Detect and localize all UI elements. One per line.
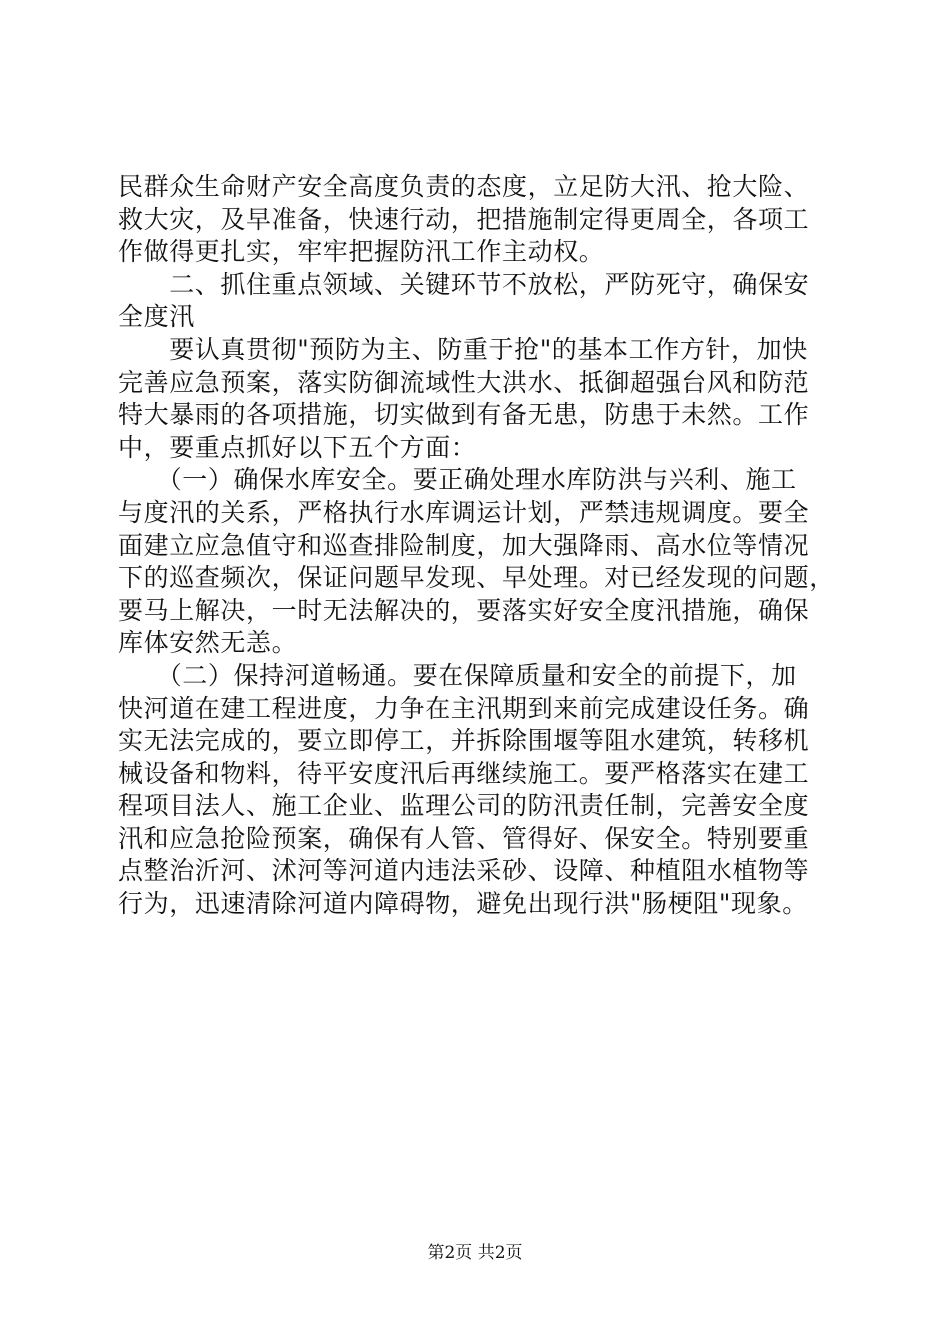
page-footer [0, 1241, 950, 1265]
section-heading-line: 二、抓住重点领域、关键环节不放松，严防死守，确保安 [118, 269, 810, 299]
text-line: 完善应急预案，落实防御流域性大洪水、抵御超强台风和防范 [118, 367, 810, 397]
text-line: 特大暴雨的各项措施，切实做到有备无患，防患于未然。工作 [118, 400, 810, 430]
text-line: 要马上解决，一时无法解决的，要落实好安全度汛措施，确保 [118, 595, 810, 625]
text-line: 与度汛的关系，严格执行水库调运计划，严禁违规调度。要全 [118, 497, 810, 527]
text-line: 点整治沂河、沭河等河道内违法采砂、设障、种植阻水植物等 [118, 856, 810, 886]
text-line: 下的巡查频次，保证问题早发现、早处理。对已经发现的问题， [118, 563, 835, 593]
document-body [118, 171, 838, 921]
text-line: （二）保持河道畅通。要在保障质量和安全的前提下，加 [118, 660, 797, 690]
text-line: 快河道在建工程进度，力争在主汛期到来前完成建设任务。确 [118, 693, 810, 723]
text-line: （一）确保水库安全。要正确处理水库防洪与兴利、施工 [118, 465, 797, 495]
text-line: 行为，迅速清除河道内障碍物，避免出现行洪"肠梗阻"现象。 [118, 889, 808, 919]
text-line: 救大灾，及早准备，快速行动，把措施制定得更周全，各项工 [118, 204, 810, 234]
text-line: 作做得更扎实，牢牢把握防汛工作主动权。 [118, 237, 605, 267]
page-number: 第2页 共2页 [427, 1243, 523, 1263]
section-heading-line: 全度汛 [118, 302, 195, 332]
text-line: 中，要重点抓好以下五个方面： [118, 432, 477, 462]
text-line: 民群众生命财产安全高度负责的态度，立足防大汛、抢大险、 [118, 172, 810, 201]
text-line: 面建立应急值守和巡查排险制度，加大强降雨、高水位等情况 [118, 530, 810, 560]
text-line: 械设备和物料，待平安度汛后再继续施工。要严格落实在建工 [118, 758, 810, 788]
text-line: 程项目法人、施工企业、监理公司的防汛责任制，完善安全度 [118, 791, 810, 821]
text-line: 汛和应急抢险预案，确保有人管、管得好、保安全。特别要重 [118, 823, 810, 853]
text-line: 要认真贯彻"预防为主、防重于抢"的基本工作方针，加快 [118, 334, 808, 364]
text-line: 实无法完成的，要立即停工，并拆除围堰等阻水建筑，转移机 [118, 726, 810, 756]
text-line: 库体安然无恙。 [118, 628, 298, 658]
